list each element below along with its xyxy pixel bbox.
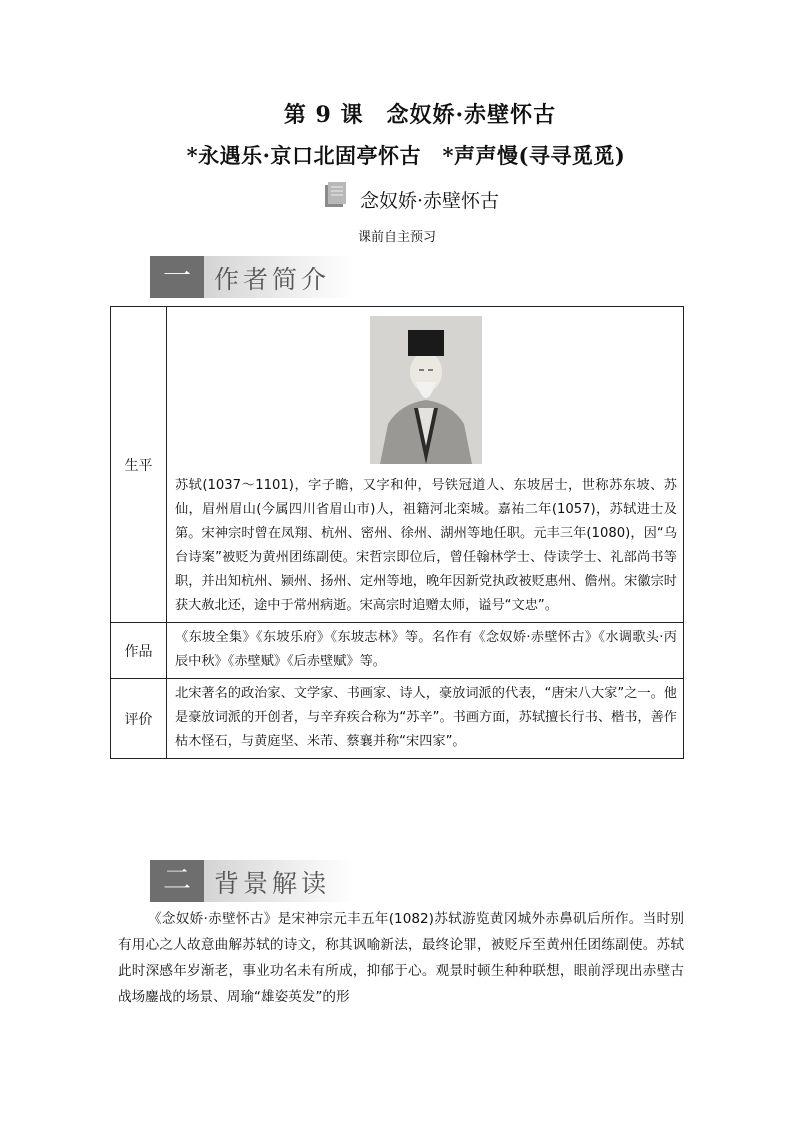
section-number-badge: 一 [150, 256, 204, 298]
background-paragraph: 《念奴娇·赤壁怀古》是宋神宗元丰五年(1082)苏轼游览黄冈城外赤鼻矶后所作。当时别有用心之人故意曲解苏轼的诗文，称其讽喻新法，最终论罪，被贬斥至黄州任团练副使。苏轼此时深感年岁渐老，事业功名未有所成，抑郁于心。观景时顿生种种联想，眼前浮现出赤壁古战场鏖战的场景、周瑜“雄姿英发”的形 [118, 911, 684, 1005]
table-row [111, 307, 684, 623]
section-header-label: 作者简介 [214, 265, 331, 294]
lesson-subtitle-line: *永遇乐·京口北固亭怀古 *声声慢(寻寻觅觅) [186, 143, 626, 168]
section-header-author [150, 256, 410, 300]
row-label: 评价 [111, 679, 167, 759]
section-header-label: 背景解读 [214, 869, 331, 898]
row-label: 生平 [111, 307, 167, 623]
lesson-title: 第 9 课 念奴娇·赤壁怀古 [283, 102, 557, 128]
life-text: 苏轼(1037～1101)，字子瞻，又字和仲，号铁冠道人、东坡居士，世称苏东坡、苏仙，眉州眉山(今属四川省眉山市)人，祖籍河北栾城。嘉祐二年(1057)，苏轼进士及第。宋神宗时曾在凤翔、杭州、密州、徐州、湖州等地任职。元丰三年(1080)，因“乌台诗案”被贬为黄州团练副使。宋哲宗即位后，曾任翰林学士、侍读学士、礼部尚书等职，并出知杭州、颍州、扬州、定州等地，晚年因新党执政被贬惠州、儋州。宋徽宗时获大赦北还，途中于常州病逝。宋高宗时追赠太师，谥号“文忠”。 [175, 478, 677, 613]
preview-label: 课前自主预习 [357, 230, 436, 245]
portrait-image [370, 316, 482, 464]
table-row [111, 679, 684, 759]
row-label: 作品 [111, 623, 167, 679]
row-content [167, 307, 684, 623]
section-header-background [150, 860, 410, 904]
row-content: 《东坡全集》《东坡乐府》《东坡志林》等。名作有《念奴娇·赤壁怀古》《水调歌头·丙辰中秋》《赤壁赋》《后赤壁赋》等。 [167, 623, 684, 679]
book-icon [324, 182, 348, 208]
row-content: 北宋著名的政治家、文学家、书画家、诗人，豪放词派的代表，“唐宋八大家”之一。他是豪放词派的开创者，与辛弃疾合称为“苏辛”。书画方面，苏轼擅长行书、楷书，善作枯木怪石，与黄庭坚、米芾、蔡襄并称“宋四家”。 [167, 679, 684, 759]
author-info-table [110, 306, 684, 759]
section-number-badge: 二 [150, 860, 204, 902]
table-row [111, 623, 684, 679]
section-subtitle: 念奴娇·赤壁怀古 [360, 190, 500, 212]
